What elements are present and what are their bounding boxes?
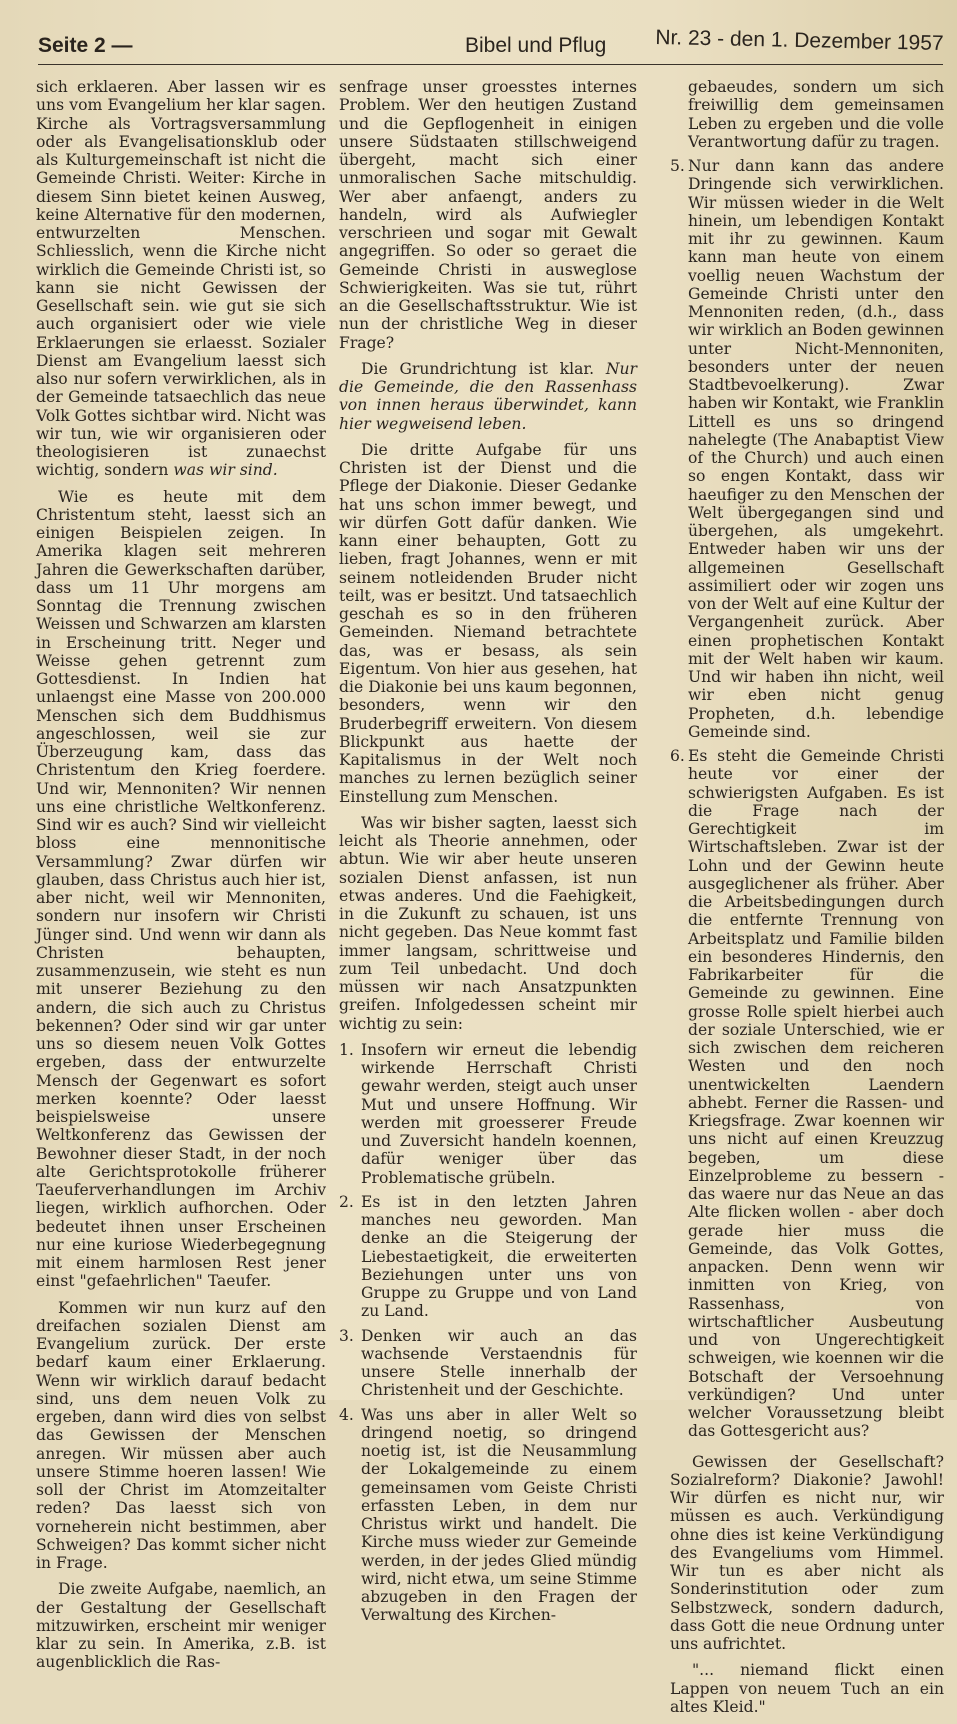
- paragraph: Die zweite Aufgabe, naemlich, an der Gestaltung der Gesellschaft mitzuwirken, erscheint mir weniger klar zu sein. In Amerika, z.B. ist augenblicklich die Ras-: [36, 1580, 326, 1672]
- emphasis: Nur die Gemeinde, die den Rassenhass von innen heraus überwindet, kann hier wegweisend leben.: [339, 359, 637, 433]
- numbered-list: [670, 78, 944, 1441]
- paragraph: Wie es heute mit dem Christentum steht, laesst sich an einigen Beispielen zeigen. In Amerika klagen seit mehreren Jahren die Gewerkschaften darüber, dass um 11 Uhr morgens am Sonntag die Trennung zwischen Weissen und Schwarzen am klarsten in Erscheinung tritt. Neger und Weisse gehen getrennt zum Gottesdienst. In Indien hat unlaengst eine Masse von 200.000 Menschen sich dem Buddhismus angeschlossen, weil sie zur Überzeugung kam, dass das Christentum den Krieg foerdere. Und wir, Mennoniten? Wir nennen uns eine christliche Weltkonferenz. Sind wir es auch? Sind wir vielleicht bloss eine mennonitische Versammlung? Zwar dürfen wir glauben, dass Christus auch hier ist, aber nicht, weil wir Mennoniten, sondern nur insofern wir Christi Jünger sind. Und wenn wir dann als Christen behaupten, zusammenzusein, wie steht es nun mit unserer Beziehung zu den andern, die sich auch zu Christus bekennen? Oder sind wir gar unter uns so diesem neuen Volk Gottes ergeben, dass der entwurzelte Mensch der Gegenwart es sofort merken koennte? Oder laesst beispielsweise unsere Weltkonferenz das Gewissen der Bewohner dieser Stadt, in der noch alte Gerichtsprotokolle früherer Taeuferverhandlungen im Archiv liegen, wirklich aufhorchen. Oder bedeutet ihnen unser Erscheinen nur eine kuriose Wiederbegegnung mit einem harmlosen Rest jener einst "gefaehrlichen" Taeufer.: [36, 487, 326, 1291]
- paragraph: senfrage unser groesstes internes Problem. Wer den heutigen Zustand und die Gepflogenheit in einigen unsere Südstaaten stillschweigend übergeht, macht sich einer unmoralischen Sache mitschuldig. Wer aber anfaengt, anders zu handeln, wird als Aufwiegler verschrieen und sogar mit Gewalt angegriffen. So oder so geraet die Gemeinde Christi in ausweglose Schwierigkeiten. Was sie tut, rührt an die Gesellschaftsstruktur. Wie ist nun der christliche Weg in dieser Frage?: [339, 78, 637, 352]
- emphasis: was wir sind.: [173, 461, 278, 480]
- numbered-list: [339, 1041, 637, 1625]
- closing-quote: "... niemand flickt einen Lappen von neuem Tuch an ein altes Kleid.": [670, 1661, 944, 1716]
- list-item: 5. Nur dann kann das andere Dringende sich verwirklichen. Wir müssen wieder in die Welt hinein, um lebendigen Kontakt mit ihr zu gewinnen. Kaum kann man heute von einem voellig neuen Wachstum der Gemeinde Christi unter den Mennoniten reden, (d.h., dass wir wirklich an Boden gewinnen unter Nicht-Mennoniten, besonders unter der neuen Stadtbevoelkerung). Zwar haben wir Kontakt, wie Franklin Littell es uns so dringend nahelegte (The Anabaptist View of the Church) und auch einen so engen Kontakt, dass wir haeufiger zu den Menschen der Welt übergegangen sind und übergehen, als umgekehrt. Entweder haben wir uns der allgemeinen Gesellschaft assimiliert oder wir zogen uns von der Welt auf eine Kultur der Vergangenheit zurück. Aber einen prophetischen Kontakt mit der Welt haben wir kaum. Und wir haben ihn nicht, weil wir eben nicht genug Propheten, d.h. lebendige Gemeinde sind.: [670, 157, 944, 741]
- paragraph: Kommen wir nun kurz auf den dreifachen sozialen Dienst am Evangelium zurück. Der erste bedarf kaum einer Erklaerung. Wenn wir wirklich darauf bedacht sind, uns dem neuen Volk zu ergeben, dann wird dies von selbst das Gewissen der Menschen anregen. Wir müssen aber auch unsere Stimme hoeren lassen! Wie soll der Christ im Atomzeitalter reden? Das laesst sich von vorneherein nicht bestimmen, aber Schweigen? Das kommt sicher nicht in Frage.: [36, 1298, 326, 1572]
- publication-title: Bibel und Pflug: [465, 34, 607, 57]
- page-number: Seite 2 —: [38, 34, 133, 57]
- list-item: 3. Denken wir auch an das wachsende Verstaendnis für unsere Stelle innerhalb der Christenheit und der Geschichte.: [339, 1326, 637, 1400]
- list-item-continued: gebaeudes, sondern um sich freiwillig dem gemeinsamen Leben zu ergeben und die volle Verantwortung dafür zu tragen.: [688, 78, 944, 151]
- list-item: 2. Es ist in den letzten Jahren manches neu geworden. Man denke an die Steigerung der Liebestaetigkeit, die erweiterten Beziehungen unter uns von Gruppe zu Gruppe und von Land zu Land.: [339, 1192, 637, 1321]
- paragraph: Was wir bisher sagten, laesst sich leicht als Theorie annehmen, oder abtun. Wie wir aber heute unseren sozialen Dienst anfassen, ist nun etwas anderes. Und die Faehigkeit, in die Zukunft zu schauen, ist uns nicht gegeben. Das Neue kommt fast immer langsam, schrittweise und zum Teil unbedacht. Und doch müssen wir nach Ansatzpunkten greifen. Infolgedessen scheint mir wichtig zu sein:: [339, 813, 637, 1033]
- page-header: [38, 25, 944, 65]
- list-item: 6. Es steht die Gemeinde Christi heute vor einer der schwierigsten Aufgaben. Es ist die Frage nach der Gerechtigkeit im Wirtschaftsleben. Zwar ist der Lohn und der Gewinn heute ausgeglichener als früher. Aber die Arbeitsbedingungen durch die entfernte Trennung von Arbeitsplatz und Familie bilden ein besonderes Hindernis, den Fabrikarbeiter für die Gemeinde zu gewinnen. Eine grosse Rolle spielt hierbei auch der soziale Unterschied, wie er sich zwischen dem reicheren Westen und den noch unentwickelten Laendern abhebt. Ferner die Rassen- und Kriegsfrage. Zwar koennen wir uns nicht auf einen Kreuzzug begeben, um diese Einzelprobleme zu bessern - das waere nur das Neue an das Alte flicken wollen - aber doch gerade hier muss die Gemeinde, das Volk Gottes, anpacken. Denn wenn wir inmitten von Krieg, von Rassenhass, von wirtschaftlicher Ausbeutung und von Ungerechtigkeit schweigen, wie koennen wir die Botschaft der Versoehnung verkündigen? Und unter welcher Voraussetzung bleibt das Gottesgericht aus?: [670, 747, 944, 1441]
- column-2: [339, 78, 637, 1631]
- list-item: 1. Insofern wir erneut die lebendig wirkende Herrschaft Christi gewahr werden, steigt auch unser Mut und unsere Hoffnung. Wir werden mit groesserer Freude und Zuversicht handeln koennen, dafür weniger über das Problematische grübeln.: [339, 1040, 637, 1187]
- paragraph: sich erklaeren. Aber lassen wir es uns vom Evangelium her klar sagen. Kirche als Vortragsversammlung oder als Evangelisationsklub oder als Kulturgemeinschaft ist nicht die Gemeinde Christi. Weiter: Kirche in diesem Sinn bietet keinen Ausweg, keine Alternative für den modernen, entwurzelten Menschen. Schliesslich, wenn die Kirche nicht wirklich die Gemeinde Christi ist, so kann sie nicht Gewissen der Gesellschaft sein. wie gut sie sich auch organisiert oder wie viele Erklaerungen sie erlaesst. Sozialer Dienst am Evangelium laesst sich also nur sofern verwirklichen, als in der Gemeinde tatsaechlich das neue Volk Gottes sichtbar wird. Nicht was wir tun, wie wir organisieren oder theologisieren ist zunaechst wichtig, sondern was wir sind.: [36, 78, 326, 480]
- issue-date: Nr. 23 - den 1. Dezember 1957: [654, 25, 944, 56]
- column-3: [670, 78, 944, 1724]
- list-item: 4. Was uns aber in aller Welt so dringend noetig, so dringend noetig ist, ist die Neusammlung der Lokalgemeinde zu einem gemeinsamen vom Geiste Christi erfassten Leben, in dem nur Christus wirkt und handelt. Die Kirche muss wieder zur Gemeinde werden, in der jedes Glied mündig wird, nicht etwa, um seine Stimme abzugeben in den Fragen der Verwaltung des Kirchen-: [339, 1405, 637, 1625]
- paragraph: Die dritte Aufgabe für uns Christen ist der Dienst und die Pflege der Diakonie. Dieser Gedanke hat uns schon immer bewegt, und wir dürfen Gott dafür danken. Wie kann einer behaupten, Gott zu lieben, fragt Johannes, wenn er mit seinem notleidenden Bruder nicht teilt, was er besitzt. Und tatsaechlich geschah es so in den früheren Gemeinden. Niemand betrachtete das, was er besass, als sein Eigentum. Von hier aus gesehen, hat die Diakonie bei uns kaum begonnen, besonders, wenn wir den Bruderbegriff erweitern. Von diesem Blickpunkt aus haette der Kapitalismus in der Welt noch manches zu lernen bezüglich seiner Einstellung zum Menschen.: [339, 440, 637, 806]
- paragraph: Die Grundrichtung ist klar. Nur die Gemeinde, die den Rassenhass von innen heraus überwindet, kann hier wegweisend leben.: [339, 359, 637, 433]
- column-1: [36, 78, 326, 1680]
- paragraph: Gewissen der Gesellschaft? Sozialreform? Diakonie? Jawohl! Wir dürfen es nicht nur, wir müssen es auch. Verkündigung ohne dies ist keine Verkündigung des Evangeliums vom Himmel. Wir tun es aber nicht als Sonderinstitution oder zum Selbstzweck, sondern dadurch, dass Gott die neue Ordnung unter uns aufrichtet.: [670, 1452, 944, 1653]
